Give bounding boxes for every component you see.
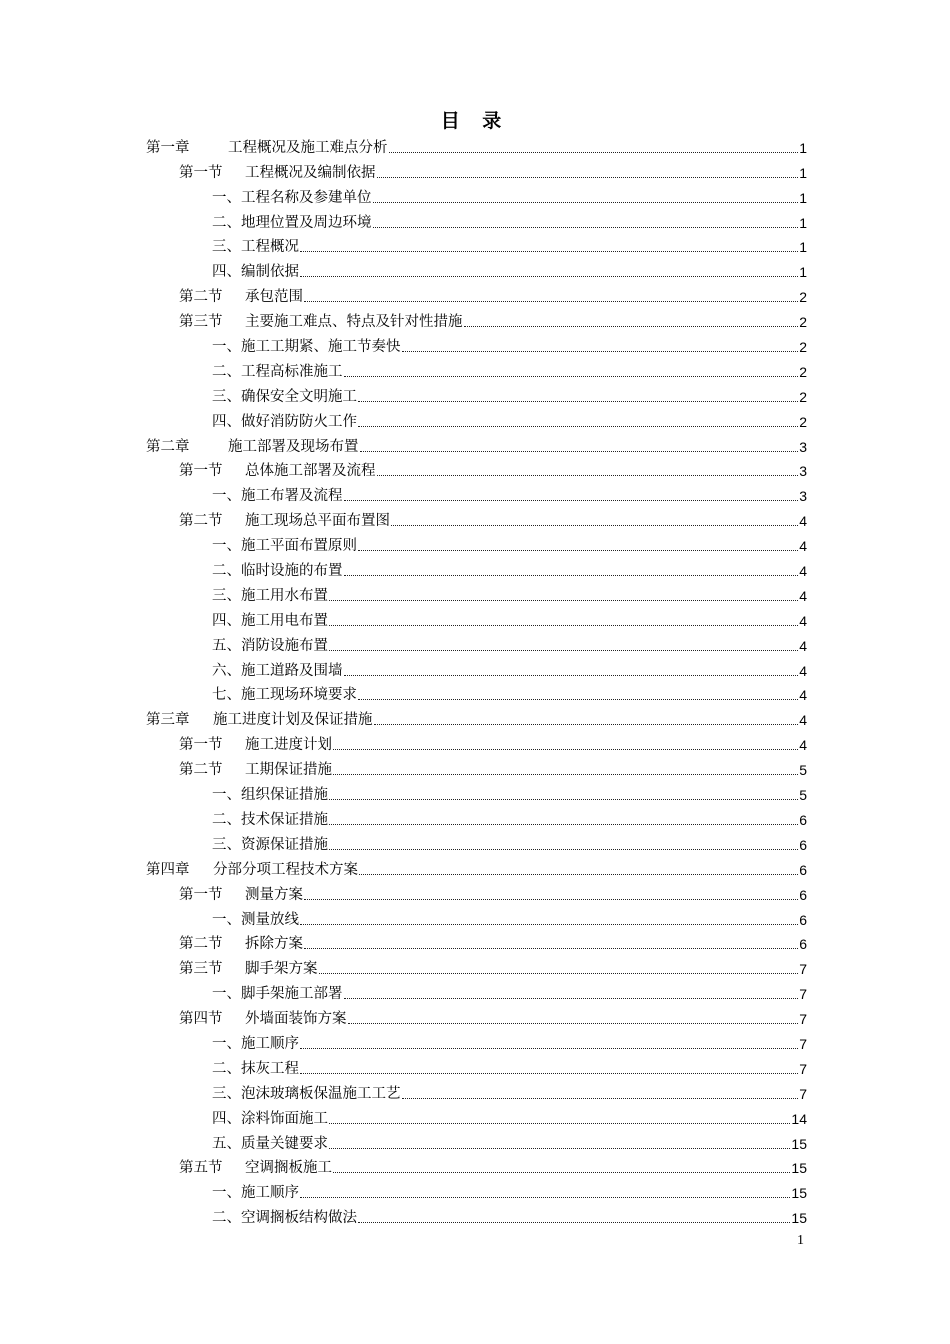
toc-title: 目 录 — [440, 110, 510, 132]
toc-entry-page: 4 — [799, 637, 807, 654]
toc-entry-page: 4 — [799, 737, 807, 754]
toc-entry-label — [179, 886, 303, 904]
toc-entry-page: 6 — [799, 936, 807, 953]
toc-entry-text: 施工进度计划及保证措施 — [213, 712, 373, 729]
toc-entry-page: 7 — [799, 961, 807, 978]
toc-entry[interactable] — [146, 680, 807, 705]
toc-entry-label — [212, 413, 357, 431]
toc-entry-label — [212, 786, 328, 804]
toc-entry[interactable] — [146, 207, 807, 232]
toc-entry-page: 6 — [799, 861, 807, 878]
toc-entry-text: 三、确保安全文明施工 — [212, 388, 357, 405]
toc-entry[interactable] — [146, 729, 807, 754]
toc-entry-label — [212, 836, 328, 854]
toc-entry-label — [146, 861, 358, 879]
toc-entry[interactable] — [146, 754, 807, 779]
toc-entry[interactable] — [146, 1103, 807, 1128]
toc-entry-text: 一、施工顺序 — [212, 1035, 299, 1052]
toc-entry-text: 外墙面装饰方案 — [245, 1011, 347, 1028]
dot-leader — [333, 1172, 790, 1173]
toc-entry-text: 测量方案 — [245, 886, 303, 903]
toc-entry-page: 15 — [791, 1210, 807, 1227]
toc-entry[interactable] — [146, 157, 807, 182]
dot-leader — [374, 724, 799, 725]
toc-entry-text: 施工部署及现场布置 — [228, 438, 359, 455]
dot-leader — [319, 973, 799, 974]
toc-entry-page: 4 — [799, 712, 807, 729]
toc-entry-text: 脚手架方案 — [245, 961, 318, 978]
dot-leader — [391, 525, 798, 526]
dot-leader — [348, 1023, 799, 1024]
toc-entry-text: 二、地理位置及周边环境 — [212, 214, 372, 231]
toc-entry[interactable] — [146, 182, 807, 207]
dot-leader — [329, 799, 798, 800]
table-of-contents — [146, 132, 807, 1227]
toc-entry-label — [212, 1135, 328, 1153]
dot-leader — [373, 227, 799, 228]
toc-entry-text: 总体施工部署及流程 — [245, 463, 376, 480]
toc-entry-text: 承包范围 — [245, 289, 303, 306]
toc-entry-page: 7 — [799, 1011, 807, 1028]
toc-entry-number: 第二节 — [179, 289, 223, 306]
dot-leader — [358, 699, 798, 700]
toc-entry-number: 第一章 — [146, 139, 190, 156]
toc-entry-text: 五、消防设施布置 — [212, 637, 328, 654]
toc-entry-number: 第二节 — [179, 513, 223, 530]
dot-leader — [358, 401, 798, 402]
toc-entry[interactable] — [146, 505, 807, 530]
toc-entry-label — [212, 911, 299, 929]
toc-entry[interactable] — [146, 381, 807, 406]
dot-leader — [333, 774, 798, 775]
dot-leader — [300, 1197, 790, 1198]
toc-entry-page: 4 — [799, 513, 807, 530]
toc-entry-page: 14 — [791, 1110, 807, 1127]
dot-leader — [358, 550, 798, 551]
dot-leader — [344, 675, 799, 676]
dot-leader — [300, 1073, 798, 1074]
toc-entry-text: 三、资源保证措施 — [212, 836, 328, 853]
dot-leader — [329, 650, 798, 651]
toc-entry[interactable] — [146, 530, 807, 555]
toc-entry-label — [212, 338, 401, 356]
toc-entry-number: 第三节 — [179, 961, 223, 978]
dot-leader — [358, 1222, 790, 1223]
toc-entry-text: 六、施工道路及围墙 — [212, 662, 343, 679]
toc-entry-page: 1 — [799, 164, 807, 181]
toc-entry-page: 7 — [799, 1060, 807, 1077]
toc-entry-number: 第五节 — [179, 1160, 223, 1177]
toc-entry-number: 第一节 — [179, 886, 223, 903]
toc-entry-page: 4 — [799, 587, 807, 604]
toc-entry[interactable] — [146, 232, 807, 257]
toc-entry[interactable] — [146, 306, 807, 331]
toc-entry-page: 6 — [799, 836, 807, 853]
toc-entry-text: 施工现场总平面布置图 — [245, 513, 390, 530]
toc-entry[interactable] — [146, 1053, 807, 1078]
toc-entry-label — [179, 164, 376, 182]
dot-leader — [464, 326, 799, 327]
toc-entry-page: 2 — [799, 289, 807, 306]
toc-entry[interactable] — [146, 779, 807, 804]
toc-entry-text: 一、施工布署及流程 — [212, 488, 343, 505]
toc-entry[interactable] — [146, 804, 807, 829]
toc-entry-page: 2 — [799, 314, 807, 331]
toc-entry-text: 四、做好消防防火工作 — [212, 413, 357, 430]
toc-entry[interactable] — [146, 256, 807, 281]
toc-entry-label — [146, 438, 359, 456]
toc-entry-text: 四、编制依据 — [212, 264, 299, 281]
toc-entry-page: 7 — [799, 986, 807, 1003]
toc-entry-label — [212, 686, 357, 704]
toc-entry[interactable] — [146, 132, 807, 157]
toc-entry-page: 15 — [791, 1160, 807, 1177]
dot-leader — [377, 177, 799, 178]
toc-entry-text: 二、工程高标准施工 — [212, 363, 343, 380]
toc-entry-label — [212, 1085, 401, 1103]
toc-entry-number: 第一节 — [179, 164, 223, 181]
toc-entry[interactable] — [146, 829, 807, 854]
dot-leader — [344, 500, 799, 501]
toc-entry-text: 三、工程概况 — [212, 239, 299, 256]
toc-entry-label — [212, 189, 372, 207]
toc-entry[interactable] — [146, 904, 807, 929]
toc-entry[interactable] — [146, 1128, 807, 1153]
toc-entry-text: 拆除方案 — [245, 936, 303, 953]
dot-leader — [300, 276, 798, 277]
toc-entry[interactable] — [146, 655, 807, 680]
toc-entry[interactable] — [146, 431, 807, 456]
toc-entry-page: 4 — [799, 563, 807, 580]
toc-entry-text: 三、施工用水布置 — [212, 587, 328, 604]
toc-entry-label — [179, 288, 303, 306]
toc-entry-number: 第四章 — [146, 861, 190, 878]
dot-leader — [402, 1098, 799, 1099]
toc-entry-label — [212, 637, 328, 655]
toc-entry-number: 第二章 — [146, 438, 190, 455]
toc-entry-label — [179, 1159, 332, 1177]
toc-entry-label — [179, 313, 463, 331]
toc-entry-text: 四、施工用电布置 — [212, 612, 328, 629]
toc-entry-label — [212, 487, 343, 505]
toc-entry-page: 6 — [799, 811, 807, 828]
toc-entry-text: 二、临时设施的布置 — [212, 563, 343, 580]
toc-entry-text: 工程概况及编制依据 — [245, 164, 376, 181]
toc-entry-page: 5 — [799, 762, 807, 779]
toc-entry-page: 3 — [799, 463, 807, 480]
dot-leader — [373, 202, 799, 203]
dot-leader — [300, 1048, 798, 1049]
toc-entry-label — [212, 811, 328, 829]
toc-entry-label — [212, 238, 299, 256]
toc-entry-label — [212, 1209, 357, 1227]
dot-leader — [304, 301, 798, 302]
toc-entry-label — [212, 1060, 299, 1078]
toc-entry-label — [212, 662, 343, 680]
toc-entry-page: 2 — [799, 413, 807, 430]
toc-entry-text: 施工进度计划 — [245, 737, 332, 754]
toc-entry-label — [212, 587, 328, 605]
toc-entry-label — [212, 1184, 299, 1202]
toc-entry-page: 1 — [799, 239, 807, 256]
toc-entry-text: 三、泡沫玻璃板保温施工工艺 — [212, 1085, 401, 1102]
toc-entry-label — [212, 537, 357, 555]
toc-entry[interactable] — [146, 480, 807, 505]
toc-entry-text: 主要施工难点、特点及针对性措施 — [245, 314, 463, 331]
toc-entry-number: 第二节 — [179, 762, 223, 779]
toc-entry[interactable] — [146, 406, 807, 431]
toc-entry-label — [179, 1010, 347, 1028]
toc-entry-number: 第四节 — [179, 1011, 223, 1028]
toc-entry-text: 二、空调搁板结构做法 — [212, 1210, 357, 1227]
toc-entry-text: 工程概况及施工难点分析 — [228, 139, 388, 156]
toc-entry-text: 空调搁板施工 — [245, 1160, 332, 1177]
toc-entry-text: 一、测量放线 — [212, 911, 299, 928]
toc-entry[interactable] — [146, 1153, 807, 1178]
toc-entry-text: 一、组织保证措施 — [212, 787, 328, 804]
toc-entry-label — [212, 985, 343, 1003]
dot-leader — [360, 451, 799, 452]
toc-entry[interactable] — [146, 1078, 807, 1103]
dot-leader — [344, 376, 799, 377]
toc-entry-page: 4 — [799, 612, 807, 629]
toc-entry-page: 1 — [799, 264, 807, 281]
toc-entry-page: 7 — [799, 1035, 807, 1052]
dot-leader — [358, 426, 798, 427]
toc-entry-text: 分部分项工程技术方案 — [213, 861, 358, 878]
toc-entry-label — [212, 612, 328, 630]
toc-entry-label — [179, 736, 332, 754]
toc-entry-page: 5 — [799, 787, 807, 804]
dot-leader — [300, 251, 798, 252]
toc-entry-page: 15 — [791, 1185, 807, 1202]
toc-entry-label — [212, 263, 299, 281]
dot-leader — [329, 625, 798, 626]
toc-entry[interactable] — [146, 555, 807, 580]
toc-entry-label — [212, 363, 343, 381]
toc-entry-number: 第三节 — [179, 314, 223, 331]
toc-entry-text: 四、涂料饰面施工 — [212, 1110, 328, 1127]
toc-entry-page: 1 — [799, 139, 807, 156]
toc-entry[interactable] — [146, 1028, 807, 1053]
toc-entry-text: 一、施工顺序 — [212, 1185, 299, 1202]
toc-entry[interactable] — [146, 1202, 807, 1227]
toc-entry-text: 二、技术保证措施 — [212, 811, 328, 828]
toc-entry[interactable] — [146, 704, 807, 729]
toc-entry-text: 五、质量关键要求 — [212, 1135, 328, 1152]
dot-leader — [329, 600, 798, 601]
toc-entry-number: 第一节 — [179, 737, 223, 754]
toc-entry-text: 七、施工现场环境要求 — [212, 687, 357, 704]
toc-entry[interactable] — [146, 929, 807, 954]
toc-entry[interactable] — [146, 281, 807, 306]
dot-leader — [329, 1123, 790, 1124]
toc-entry-page: 4 — [799, 538, 807, 555]
dot-leader — [329, 849, 798, 850]
toc-entry-number: 第三章 — [146, 712, 190, 729]
toc-entry-label — [212, 388, 357, 406]
toc-entry-page: 1 — [799, 189, 807, 206]
toc-entry-label — [179, 512, 390, 530]
toc-entry-label — [179, 462, 376, 480]
toc-entry[interactable] — [146, 879, 807, 904]
dot-leader — [300, 924, 798, 925]
toc-entry-page: 4 — [799, 662, 807, 679]
dot-leader — [377, 475, 799, 476]
toc-entry[interactable] — [146, 854, 807, 879]
toc-entry-label — [212, 562, 343, 580]
toc-entry-text: 二、抹灰工程 — [212, 1060, 299, 1077]
toc-entry-page: 15 — [791, 1135, 807, 1152]
toc-entry-number: 第一节 — [179, 463, 223, 480]
toc-entry-text: 一、脚手架施工部署 — [212, 986, 343, 1003]
dot-leader — [329, 1148, 790, 1149]
toc-entry[interactable] — [146, 630, 807, 655]
toc-entry-label — [179, 960, 318, 978]
toc-entry[interactable] — [146, 456, 807, 481]
toc-entry[interactable] — [146, 953, 807, 978]
toc-entry-page: 4 — [799, 687, 807, 704]
toc-entry[interactable] — [146, 978, 807, 1003]
toc-entry[interactable] — [146, 605, 807, 630]
toc-entry-page: 1 — [799, 214, 807, 231]
toc-entry-label — [179, 761, 332, 779]
dot-leader — [344, 998, 799, 999]
toc-entry-text: 工期保证措施 — [245, 762, 332, 779]
dot-leader — [329, 824, 798, 825]
toc-entry-page: 2 — [799, 363, 807, 380]
toc-entry-label — [146, 139, 388, 157]
dot-leader — [389, 152, 799, 153]
dot-leader — [304, 948, 798, 949]
toc-entry[interactable] — [146, 1177, 807, 1202]
toc-entry-label — [212, 214, 372, 232]
dot-leader — [344, 575, 799, 576]
toc-entry-page: 3 — [799, 488, 807, 505]
toc-entry-label — [212, 1110, 328, 1128]
toc-entry-page: 6 — [799, 886, 807, 903]
toc-entry[interactable] — [146, 580, 807, 605]
dot-leader — [402, 351, 799, 352]
toc-entry-text: 一、施工工期紧、施工节奏快 — [212, 339, 401, 356]
page-number: 1 — [797, 1233, 804, 1248]
toc-entry-number: 第二节 — [179, 936, 223, 953]
toc-entry-label — [212, 1035, 299, 1053]
dot-leader — [359, 874, 798, 875]
toc-entry-page: 7 — [799, 1085, 807, 1102]
toc-entry-page: 3 — [799, 438, 807, 455]
toc-entry-label — [146, 711, 373, 729]
dot-leader — [333, 749, 798, 750]
toc-entry-page: 2 — [799, 388, 807, 405]
toc-entry[interactable] — [146, 356, 807, 381]
toc-entry-page: 2 — [799, 339, 807, 356]
dot-leader — [304, 899, 798, 900]
toc-entry-label — [179, 935, 303, 953]
toc-entry[interactable] — [146, 331, 807, 356]
toc-entry-text: 一、施工平面布置原则 — [212, 538, 357, 555]
toc-entry[interactable] — [146, 1003, 807, 1028]
toc-entry-page: 6 — [799, 911, 807, 928]
toc-entry-text: 一、工程名称及参建单位 — [212, 189, 372, 206]
